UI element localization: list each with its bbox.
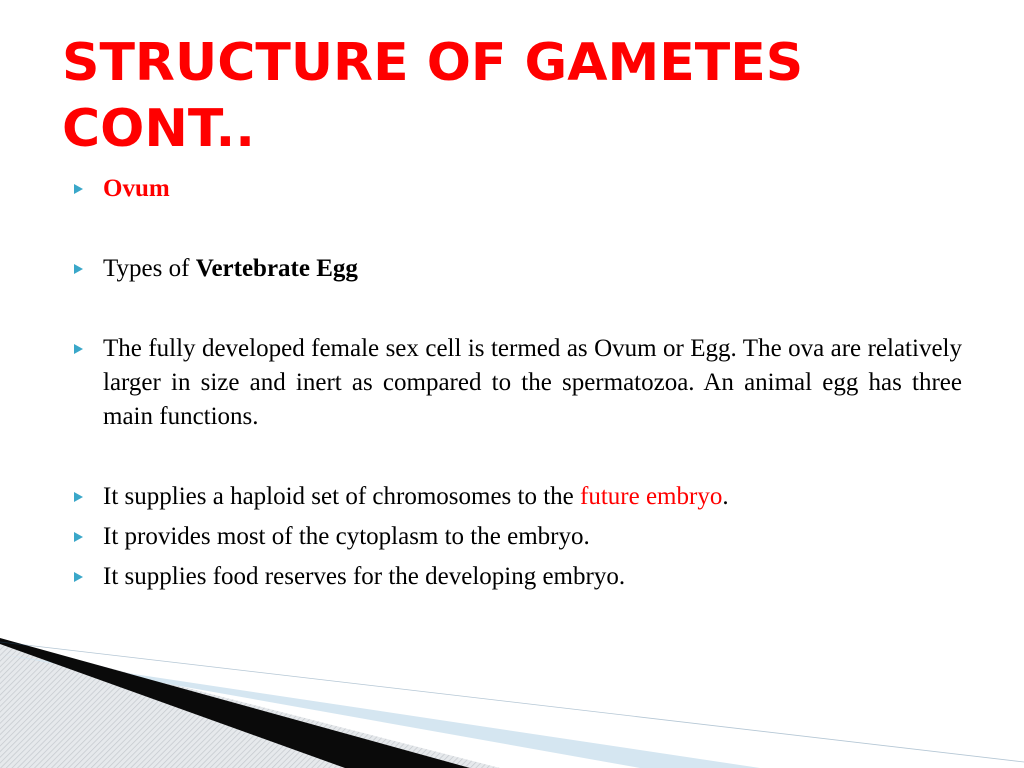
decorative-corner-graphic [0, 638, 1024, 768]
bullet-ovum [70, 172, 962, 206]
bullet-types-bold: Vertebrate Egg [195, 255, 358, 282]
bullet-ovum-text: Ovum [103, 175, 170, 202]
bullet-arrow-icon [74, 344, 83, 354]
bullet-types-prefix: Types of [103, 255, 196, 282]
bullet-function-1-prefix: It supplies a haploid set of chromosomes to the [103, 483, 581, 510]
bullet-function-1-highlight: future embryo [580, 483, 723, 510]
bullet-arrow-icon [74, 572, 83, 582]
bullet-definition-text: The fully developed female sex cell is termed as Ovum or Egg. The ova are relatively larger in size and inert as compared to the spermatozoa. An animal egg has three main functions. [103, 335, 962, 430]
bullet-arrow-icon [74, 184, 83, 194]
bullet-types [70, 252, 962, 286]
bullet-arrow-icon [74, 532, 83, 542]
slide-title: STRUCTURE OF GAMETES CONT.. [62, 33, 804, 159]
bullet-function-2-text: It provides most of the cytoplasm to the embryo. [103, 523, 590, 550]
bullet-arrow-icon [74, 264, 83, 274]
bullet-function-1-suffix: . [722, 483, 729, 510]
bullet-list [70, 172, 962, 594]
bullet-function-3-text: It supplies food reserves for the developing embryo. [103, 563, 626, 590]
bullet-function-2 [70, 520, 962, 554]
bullet-function-1 [70, 480, 962, 514]
bullet-arrow-icon [74, 492, 83, 502]
bullet-definition [70, 332, 962, 434]
bullet-function-3 [70, 560, 962, 594]
